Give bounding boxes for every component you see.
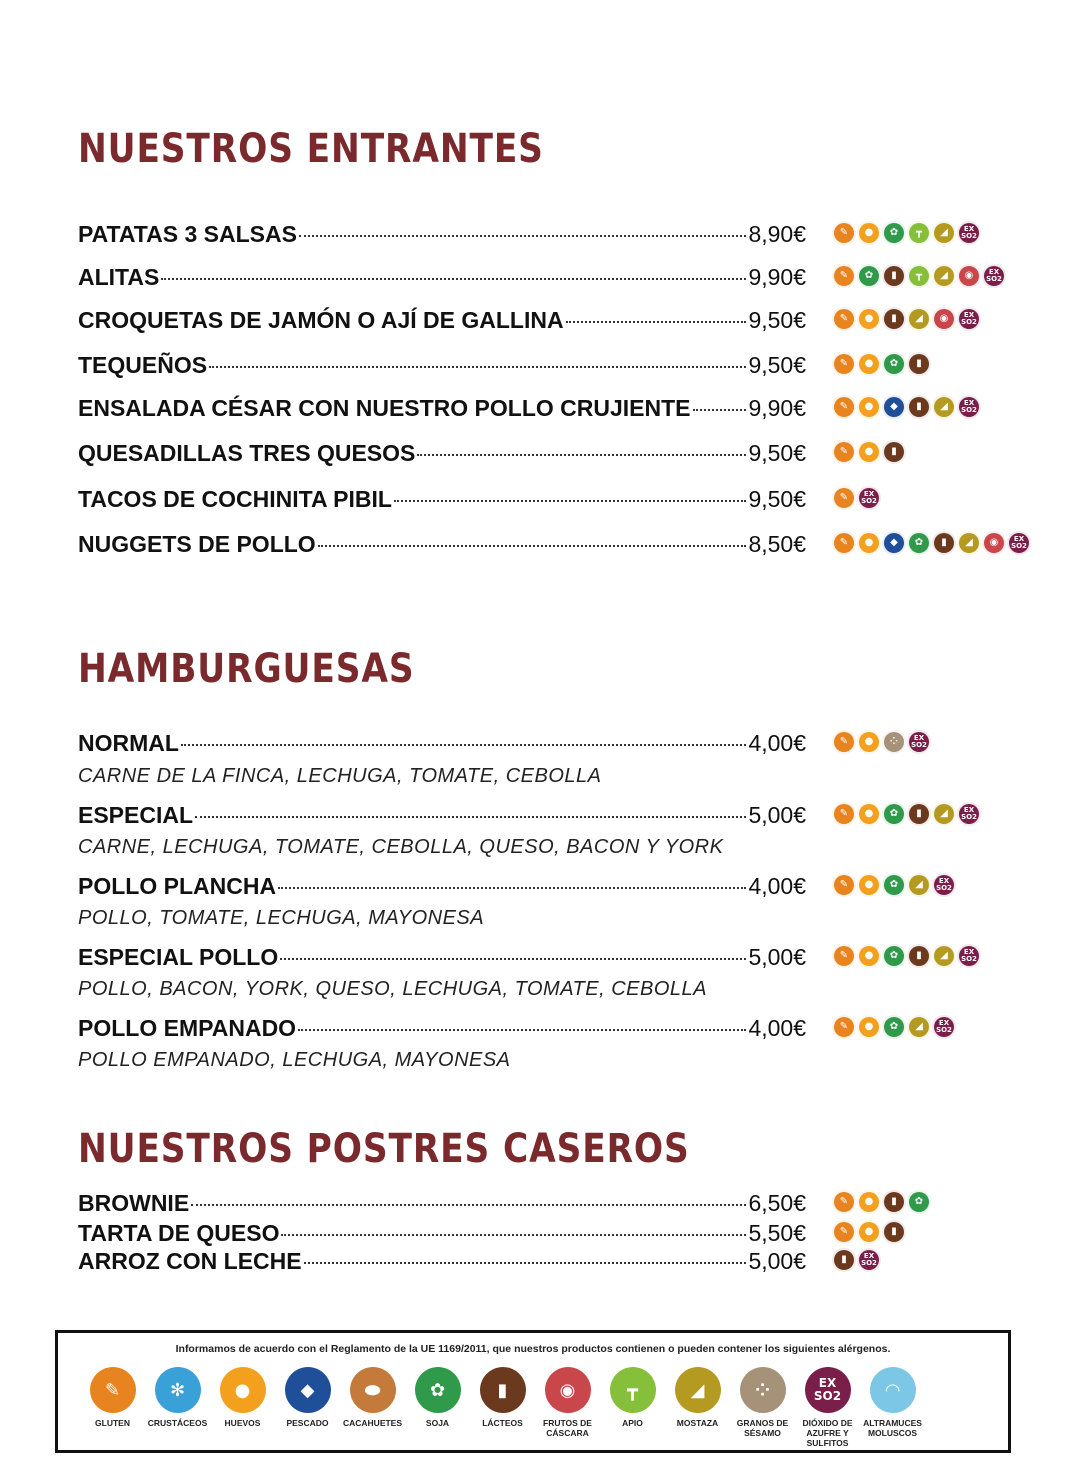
ex-text: EX [1013,535,1025,543]
item-name: ARROZ CON LECHE [78,1248,302,1274]
item-description: POLLO, TOMATE, LECHUGA, MAYONESA [78,907,485,929]
allergen-legend [55,1330,1011,1453]
item-description: POLLO EMPANADO, LECHUGA, MAYONESA [78,1049,511,1071]
item-price: 4,00€ [748,873,806,899]
huevos-icon: ● [857,1015,881,1039]
cacahuetes-icon: ⬬ [350,1367,396,1413]
soja-icon: ✿ [882,352,906,376]
sulfitos-icon [932,873,956,897]
allergen-icons [832,264,1007,292]
ex-text: EX [963,399,975,407]
soja-icon: ✿ [415,1367,461,1413]
so2-text: SO2 [861,497,877,505]
sulfitos-icon [957,395,981,419]
item-description: POLLO, BACON, YORK, QUESO, LECHUGA, TOMATE, CEBOLLA [78,978,707,1000]
mostaza-icon: ◢ [907,307,931,331]
legend-item-frutos-cascara [535,1367,600,1448]
dot-leader [280,958,746,960]
huevos-icon: ● [857,352,881,376]
item-description: CARNE DE LA FINCA, LECHUGA, TOMATE, CEBOLLA [78,765,602,787]
soja-icon: ✿ [882,1015,906,1039]
allergen-icons [832,395,982,423]
so2-text: SO2 [961,813,977,821]
apio-icon: ┳ [907,221,931,245]
item-price: 5,00€ [748,1248,806,1274]
pescado-icon: ◆ [882,531,906,555]
legend-item-huevos [210,1367,275,1448]
so2-text: SO2 [961,318,977,326]
dot-leader [278,887,746,889]
dot-leader [318,545,747,547]
sulfitos-icon [1007,531,1031,555]
so2-text: SO2 [861,1259,877,1267]
menu-item [78,262,806,292]
so2-text: SO2 [986,275,1002,283]
lacteos-icon: ▮ [882,1220,906,1244]
huevos-icon: ● [857,730,881,754]
item-price: 9,50€ [748,440,806,466]
huevos-icon: ● [857,440,881,464]
mostaza-icon: ◢ [932,944,956,968]
legend-label: GRANOS DE SÉSAMO [736,1418,789,1438]
huevos-icon: ● [220,1367,266,1413]
item-price: 9,50€ [748,486,806,512]
item-name: ESPECIAL [78,802,194,828]
gluten-icon: ✎ [832,802,856,826]
sesamo-icon: ⁘ [882,730,906,754]
mostaza-icon: ◢ [932,221,956,245]
ex-text: EX [938,877,950,885]
menu-item [78,529,806,559]
item-price: 5,50€ [748,1220,806,1246]
lacteos-icon: ▮ [932,531,956,555]
so2-text: SO2 [936,1026,952,1034]
sulfitos-icon [957,221,981,245]
huevos-icon: ● [857,307,881,331]
ex-text: EX [963,806,975,814]
menu-item [78,871,806,901]
item-name: BROWNIE [78,1190,190,1216]
ex-text: EX [963,225,975,233]
soja-icon: ✿ [882,802,906,826]
gluten-icon: ✎ [832,531,856,555]
soja-icon: ✿ [882,221,906,245]
menu-item [78,484,806,514]
legend-item-lacteos [470,1367,535,1448]
legend-label: PESCADO [286,1418,329,1428]
legend-label: MOSTAZA [676,1418,719,1428]
huevos-icon: ● [857,944,881,968]
hamburguesas-title: HAMBURGUESAS [78,646,415,692]
soja-icon: ✿ [882,873,906,897]
gluten-icon: ✎ [832,944,856,968]
menu-item [78,350,806,380]
menu-item [78,393,806,423]
lacteos-icon: ▮ [907,395,931,419]
item-name: POLLO EMPANADO [78,1015,297,1041]
item-price: 9,90€ [748,264,806,290]
gluten-icon: ✎ [832,486,856,510]
sulfitos-icon [805,1367,851,1413]
item-price: 8,50€ [748,531,806,557]
dot-leader [209,366,746,368]
dot-leader [195,816,746,818]
ex-text: EX [988,268,1000,276]
dot-leader [304,1262,747,1264]
mostaza-icon: ◢ [907,1015,931,1039]
item-price: 9,50€ [748,307,806,333]
frutos-cascara-icon: ◉ [957,264,981,288]
allergen-icons [832,944,982,972]
ex-text: EX [938,1019,950,1027]
allergen-icons [832,531,1032,559]
dot-leader [566,321,747,323]
legend-item-soja [405,1367,470,1448]
so2-text: SO2 [961,232,977,240]
gluten-icon: ✎ [832,873,856,897]
menu-item [78,800,806,830]
lacteos-icon: ▮ [907,352,931,376]
dot-leader [298,1029,746,1031]
gluten-icon: ✎ [832,440,856,464]
sulfitos-icon [957,307,981,331]
item-name: NUGGETS DE POLLO [78,531,316,557]
soja-icon: ✿ [857,264,881,288]
legend-item-apio [600,1367,665,1448]
gluten-icon: ✎ [832,730,856,754]
allergen-icons [832,1220,907,1248]
so2-text: SO2 [936,884,952,892]
sesamo-icon: ⁘ [740,1367,786,1413]
allergen-icons [832,802,982,830]
mostaza-icon: ◢ [675,1367,721,1413]
legend-label: DIÓXIDO DE AZUFRE Y SULFITOS [802,1418,853,1448]
menu-item [78,942,806,972]
menu-item [78,1218,806,1248]
huevos-icon: ● [857,1190,881,1214]
dot-leader [693,409,747,411]
sulfitos-icon [932,1015,956,1039]
allergen-icons [832,1248,882,1276]
item-description: CARNE, LECHUGA, TOMATE, CEBOLLA, QUESO, BACON Y YORK [78,836,724,858]
item-name: PATATAS 3 SALSAS [78,221,297,247]
item-name: ENSALADA CÉSAR CON NUESTRO POLLO CRUJIENTE [78,395,691,421]
dot-leader [299,235,746,237]
soja-icon: ✿ [907,1190,931,1214]
sulfitos-icon [982,264,1006,288]
apio-icon: ┳ [907,264,931,288]
sulfitos-icon [957,802,981,826]
legend-item-sesamo [730,1367,795,1448]
apio-icon: ┳ [610,1367,656,1413]
frutos-cascara-icon: ◉ [545,1367,591,1413]
menu-item [78,438,806,468]
legend-items [80,1367,998,1448]
soja-icon: ✿ [907,531,931,555]
allergen-icons [832,307,982,335]
legend-item-cacahuetes [340,1367,405,1448]
menu-item [78,1188,806,1218]
item-price: 6,50€ [748,1190,806,1216]
ex-text: EX [963,948,975,956]
legend-item-gluten [80,1367,145,1448]
item-name: QUESADILLAS TRES QUESOS [78,440,416,466]
menu-item [78,305,806,335]
legend-label: LÁCTEOS [482,1418,523,1428]
item-name: TEQUEÑOS [78,352,208,378]
lacteos-icon: ▮ [882,1190,906,1214]
item-price: 9,90€ [748,395,806,421]
lacteos-icon: ▮ [882,307,906,331]
gluten-icon: ✎ [832,1190,856,1214]
gluten-icon: ✎ [90,1367,136,1413]
legend-label: SOJA [425,1418,450,1428]
mostaza-icon: ◢ [932,802,956,826]
item-price: 5,00€ [748,802,806,828]
frutos-cascara-icon: ◉ [932,307,956,331]
lacteos-icon: ▮ [907,944,931,968]
allergen-icons [832,352,932,380]
lacteos-icon: ▮ [882,264,906,288]
allergen-icons [832,730,932,758]
legend-label: ALTRAMUCES MOLUSCOS [863,1418,922,1438]
item-price: 9,50€ [748,352,806,378]
legend-label: CACAHUETES [342,1418,403,1428]
item-price: 5,00€ [748,944,806,970]
legend-label: HUEVOS [224,1418,261,1428]
dot-leader [191,1204,746,1206]
item-name: ALITAS [78,264,160,290]
gluten-icon: ✎ [832,352,856,376]
dot-leader [281,1234,746,1236]
so2-text: SO2 [961,955,977,963]
huevos-icon: ● [857,221,881,245]
mostaza-icon: ◢ [907,873,931,897]
gluten-icon: ✎ [832,221,856,245]
legend-item-sulfitos [795,1367,860,1448]
sulfitos-icon [957,944,981,968]
dot-leader [161,278,746,280]
dot-leader [394,500,747,502]
legend-label: CRUSTÁCEOS [147,1418,208,1428]
legend-item-pescado [275,1367,340,1448]
legend-label: APIO [622,1418,643,1428]
ex-text: EX [963,311,975,319]
dot-leader [417,454,746,456]
allergen-icons [832,873,957,901]
sulfitos-icon [857,1248,881,1272]
item-name: NORMAL [78,730,179,756]
item-name: POLLO PLANCHA [78,873,277,899]
ex-text: EX [863,1252,875,1260]
item-price: 8,90€ [748,221,806,247]
legend-label: FRUTOS DE CÁSCARA [543,1418,592,1438]
allergen-icons [832,1190,932,1218]
legend-item-mostaza [665,1367,730,1448]
gluten-icon: ✎ [832,1220,856,1244]
ex-text: EX [863,490,875,498]
dot-leader [181,744,747,746]
gluten-icon: ✎ [832,307,856,331]
allergen-icons [832,440,907,468]
item-name: TARTA DE QUESO [78,1220,280,1246]
lacteos-icon: ▮ [882,440,906,464]
menu-item [78,1013,806,1043]
item-name: ESPECIAL POLLO [78,944,279,970]
legend-item-altramuces [860,1367,925,1448]
so2-text: SO2 [813,1389,842,1403]
legend-label: GLUTEN [95,1418,130,1428]
huevos-icon: ● [857,395,881,419]
ex-text: EX [913,734,925,742]
huevos-icon: ● [857,1220,881,1244]
soja-icon: ✿ [882,944,906,968]
postres-title: NUESTROS POSTRES CASEROS [78,1126,690,1172]
ex-text: EX [818,1376,837,1390]
mostaza-icon: ◢ [932,264,956,288]
sulfitos-icon [857,486,881,510]
so2-text: SO2 [961,406,977,414]
allergen-icons [832,1015,957,1043]
huevos-icon: ● [857,531,881,555]
gluten-icon: ✎ [832,395,856,419]
menu-item [78,728,806,758]
menu-item [78,1246,806,1276]
frutos-cascara-icon: ◉ [982,531,1006,555]
altramuces-icon: ◠ [870,1367,916,1413]
so2-text: SO2 [1011,542,1027,550]
crustaceos-icon: ✻ [155,1367,201,1413]
item-name: TACOS DE COCHINITA PIBIL [78,486,392,512]
gluten-icon: ✎ [832,1015,856,1039]
allergen-icons [832,221,982,249]
huevos-icon: ● [857,802,881,826]
mostaza-icon: ◢ [932,395,956,419]
item-name: CROQUETAS DE JAMÓN O AJÍ DE GALLINA [78,307,564,333]
menu-item [78,219,806,249]
lacteos-icon: ▮ [480,1367,526,1413]
lacteos-icon: ▮ [832,1248,856,1272]
pescado-icon: ◆ [285,1367,331,1413]
item-price: 4,00€ [748,1015,806,1041]
huevos-icon: ● [857,873,881,897]
allergen-icons [832,486,882,514]
legend-note: Informamos de acuerdo con el Reglamento de la UE 1169/2011, que nuestros productos contienen o pueden contener los siguientes alérgenos. [175,1343,891,1355]
entrantes-title: NUESTROS ENTRANTES [78,126,544,172]
item-price: 4,00€ [748,730,806,756]
sulfitos-icon [907,730,931,754]
lacteos-icon: ▮ [907,802,931,826]
pescado-icon: ◆ [882,395,906,419]
gluten-icon: ✎ [832,264,856,288]
mostaza-icon: ◢ [957,531,981,555]
legend-item-crustaceos [145,1367,210,1448]
so2-text: SO2 [911,741,927,749]
